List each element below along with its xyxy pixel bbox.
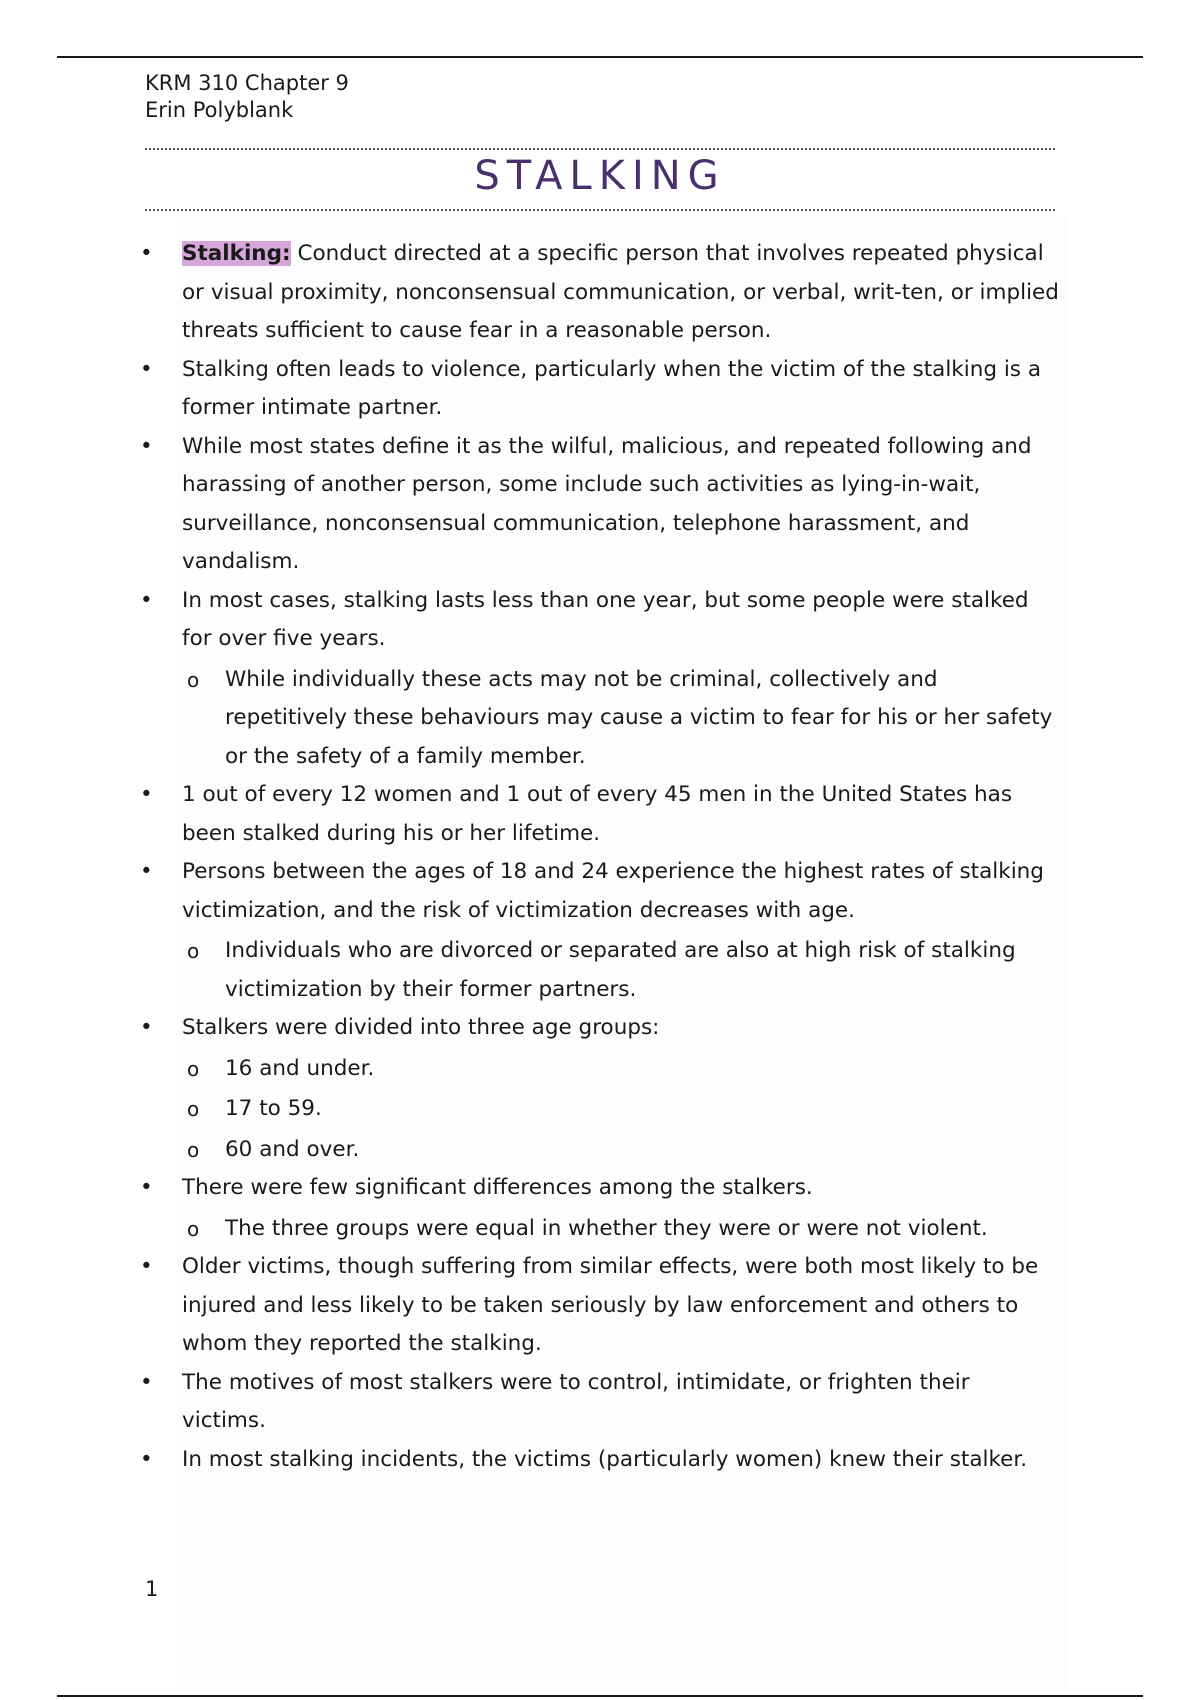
bullet-item bbox=[140, 351, 1060, 428]
top-rule bbox=[57, 56, 1143, 58]
document-header bbox=[145, 70, 349, 124]
bullet-marker: • bbox=[140, 1254, 153, 1279]
bullet-item bbox=[140, 1441, 1060, 1480]
bullet-item bbox=[140, 1009, 1060, 1048]
bullet-marker: • bbox=[140, 356, 153, 382]
sub-bullet-item bbox=[140, 932, 1060, 1009]
bullet-marker: • bbox=[140, 859, 153, 884]
sub-bullet-marker: o bbox=[187, 1097, 200, 1121]
sub-bullet-item bbox=[140, 1050, 1060, 1089]
bullet-item bbox=[140, 1364, 1060, 1441]
sub-bullet-text: 17 to 59. bbox=[225, 1096, 322, 1121]
sub-bullet-marker: o bbox=[187, 939, 200, 963]
bullet-item bbox=[140, 582, 1060, 659]
sub-bullet-item bbox=[140, 1210, 1060, 1249]
bullet-text: Stalkers were divided into three age groups: bbox=[182, 1015, 660, 1040]
sub-bullet-marker: o bbox=[187, 1216, 200, 1241]
bullet-item bbox=[140, 1248, 1060, 1364]
course-label: KRM 310 Chapter 9 bbox=[145, 71, 349, 95]
author-name: Erin Polyblank bbox=[145, 98, 294, 122]
bullet-marker: • bbox=[140, 782, 153, 807]
bullet-marker: • bbox=[140, 587, 153, 613]
bullet-text: There were few significant differences among the stalkers. bbox=[182, 1175, 813, 1200]
bullet-marker: • bbox=[140, 433, 153, 459]
sub-bullet-item bbox=[140, 661, 1060, 777]
sub-bullet-item bbox=[140, 1131, 1060, 1170]
sub-bullet-text: The three groups were equal in whether they were or were not violent. bbox=[225, 1215, 988, 1241]
bullet-item bbox=[140, 428, 1060, 582]
bullet-marker: • bbox=[140, 1015, 153, 1040]
page-number: 1 bbox=[145, 1577, 159, 1601]
highlighted-term: Stalking: bbox=[182, 241, 291, 266]
bullet-marker: • bbox=[140, 241, 153, 266]
bullet-marker: • bbox=[140, 1175, 153, 1200]
bullet-text: In most cases, stalking lasts less than one year, but some people were stalked for over five years. bbox=[182, 587, 1029, 651]
bullet-marker: • bbox=[140, 1369, 153, 1395]
page-title: STALKING bbox=[474, 153, 726, 199]
sub-bullet-text: While individually these acts may not be criminal, collectively and repetitively these behaviours may cause a victim to fear for his or her safety or the safety of a family member. bbox=[225, 666, 1053, 769]
bullet-text: While most states define it as the wilful, malicious, and repeated following and harassing of another person, some include such activities as lying-in-wait, surveillance, nonconsensual communication, telephone harassment, and vandalism. bbox=[182, 433, 1032, 574]
bullet-text: Older victims, though suffering from similar effects, were both most likely to be injured and less likely to be taken seriously by law enforcement and others to whom they reported the stalking. bbox=[182, 1254, 1039, 1356]
bullet-item bbox=[140, 1169, 1060, 1208]
sub-bullet-marker: o bbox=[187, 667, 200, 692]
bullet-text: In most stalking incidents, the victims (particularly women) knew their stalker. bbox=[182, 1446, 1028, 1472]
bullet-text: Stalking often leads to violence, particularly when the victim of the stalking is a former intimate partner. bbox=[182, 356, 1042, 420]
bullet-text: Persons between the ages of 18 and 24 experience the highest rates of stalking victimization, and the risk of victimization decreases with age. bbox=[182, 859, 1044, 923]
bullet-text: Conduct directed at a specific person that involves repeated physical or visual proximity, nonconsensual communication, or verbal, writ-ten, or implied threats sufficient to cause fear in a reasonable person. bbox=[182, 241, 1059, 343]
bullet-item bbox=[140, 235, 1060, 351]
bullet-list bbox=[140, 235, 1060, 1479]
sub-bullet-marker: o bbox=[187, 1056, 200, 1081]
bullet-text: 1 out of every 12 women and 1 out of every 45 men in the United States has been stalked during his or her lifetime. bbox=[182, 782, 1013, 846]
sub-bullet-marker: o bbox=[187, 1137, 200, 1162]
sub-bullet-text: 16 and under. bbox=[225, 1055, 375, 1081]
bullet-item bbox=[140, 776, 1060, 853]
bullet-text: The motives of most stalkers were to control, intimidate, or frighten their victims. bbox=[182, 1369, 970, 1433]
bottom-rule bbox=[57, 1695, 1143, 1697]
title-rule-bottom bbox=[145, 209, 1055, 211]
sub-bullet-text: 60 and over. bbox=[225, 1136, 360, 1162]
sub-bullet-text: Individuals who are divorced or separated are also at high risk of stalking victimization by their former partners. bbox=[225, 938, 1016, 1002]
bullet-item bbox=[140, 853, 1060, 930]
sub-bullet-item bbox=[140, 1090, 1060, 1129]
bullet-marker: • bbox=[140, 1446, 153, 1472]
